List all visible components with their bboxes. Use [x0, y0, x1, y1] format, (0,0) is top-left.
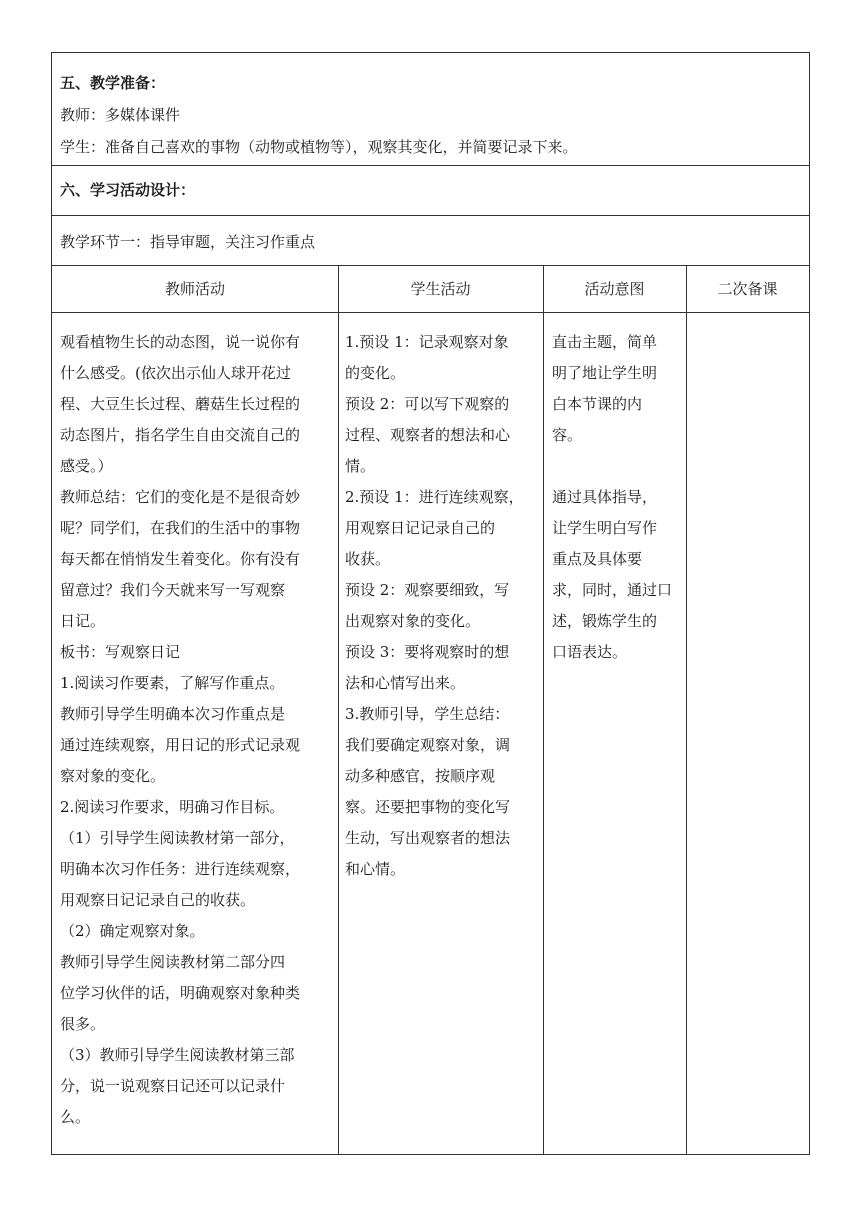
teacher-activity-line: 么。: [60, 1108, 91, 1126]
student-activity-line: 我们要确定观察对象，调: [345, 736, 511, 754]
activity-intent-line: 求，同时，通过口: [552, 581, 673, 599]
teacher-activity-line: 2.阅读习作要求，明确习作目标。: [60, 798, 285, 816]
student-activity-line: 过程、观察者的想法和心: [345, 426, 511, 444]
teacher-activity-line: 观看植物生长的动态图，说一说你有: [60, 333, 301, 351]
header-secondary-prep: 二次备课: [717, 280, 778, 298]
teacher-activity-line: 明确本次习作任务：进行连续观察，: [60, 860, 301, 878]
teacher-activity-line: 每天都在悄悄发生着变化。你有没有: [60, 550, 301, 568]
preparation-heading: 五、教学准备：: [60, 74, 166, 92]
teaching-preparation-section: [52, 53, 809, 166]
student-activity-line: 出观察对象的变化。: [345, 612, 481, 630]
teacher-activity-line: （3）教师引导学生阅读教材第三部: [60, 1046, 295, 1064]
preparation-teacher-line: 教师：多媒体课件: [60, 106, 181, 124]
activity-intent-line: 口语表达。: [552, 643, 628, 661]
teaching-step-label: 教学环节一：指导审题，关注习作重点: [52, 216, 809, 266]
student-activity-line: 预设 3：要将观察时的想: [345, 643, 510, 661]
activity-intent-cell: [552, 313, 679, 668]
header-activity-intent: 活动意图: [584, 280, 645, 298]
activity-intent-line: 述，锻炼学生的: [552, 612, 658, 630]
teacher-activity-line: 1.阅读习作要素，了解写作重点。: [60, 674, 285, 692]
teacher-activity-line: 什么感受。(依次出示仙人球开花过: [60, 364, 291, 382]
student-activity-line: 预设 2：观察要细致，写: [345, 581, 510, 599]
activity-intent-line: 通过具体指导，: [552, 488, 658, 506]
teacher-activity-line: 用观察日记记录自己的收获。: [60, 891, 256, 909]
teacher-activity-line: 留意过？我们今天就来写一写观察: [60, 581, 286, 599]
student-activity-line: 收获。: [345, 550, 391, 568]
teacher-activity-line: 教师总结：它们的变化是不是很奇妙: [60, 488, 301, 506]
paragraph-gap: [552, 451, 679, 482]
activity-intent-line: 明了地让学生明: [552, 364, 658, 382]
teacher-activity-line: 感受。）: [60, 457, 113, 475]
student-activity-line: 法和心情写出来。: [345, 674, 466, 692]
student-activity-line: 和心情。: [345, 860, 406, 878]
teacher-activity-line: 呢？同学们，在我们的生活中的事物: [60, 519, 301, 537]
student-activity-line: 动多种感官，按顺序观: [345, 767, 496, 785]
student-activity-line: 1.预设 1：记录观察对象: [345, 333, 509, 351]
teacher-activity-line: 日记。: [60, 612, 106, 630]
teacher-activity-line: 动态图片，指名学生自由交流自己的: [60, 426, 301, 444]
table-header-row: [52, 266, 809, 313]
activity-intent-line: 容。: [552, 426, 583, 444]
student-activity-line: 预设 2：可以写下观察的: [345, 395, 510, 413]
activity-intent-line: 重点及具体要: [552, 550, 643, 568]
teacher-activity-line: 程、大豆生长过程、蘑菇生长过程的: [60, 395, 301, 413]
teacher-activity-line: （1）引导学生阅读教材第一部分，: [60, 829, 295, 847]
preparation-student-line: 学生：准备自己喜欢的事物（动物或植物等），观察其变化，并简要记录下来。: [60, 138, 578, 156]
teacher-activity-line: 分，说一说观察日记还可以记录什: [60, 1077, 286, 1095]
student-activity-line: 情。: [345, 457, 376, 475]
table-body-row: [52, 313, 809, 1154]
header-student-activity: 学生活动: [410, 280, 471, 298]
teacher-activity-line: 通过连续观察，用日记的形式记录观: [60, 736, 301, 754]
lesson-plan-table: [51, 52, 810, 1155]
student-activity-line: 3.教师引导，学生总结：: [345, 705, 510, 723]
student-activity-line: 生动，写出观察者的想法: [345, 829, 511, 847]
teacher-activity-line: 教师引导学生明确本次习作重点是: [60, 705, 286, 723]
teacher-activity-line: 教师引导学生阅读教材第二部分四: [60, 953, 286, 971]
student-activity-line: 察。还要把事物的变化写: [345, 798, 511, 816]
header-teacher-activity: 教师活动: [164, 280, 225, 298]
student-activity-line: 用观察日记记录自己的: [345, 519, 496, 537]
activity-intent-line: 让学生明白写作: [552, 519, 658, 537]
teacher-activity-line: 很多。: [60, 1015, 106, 1033]
teacher-activity-line: 位学习伙伴的话，明确观察对象种类: [60, 984, 301, 1002]
activity-intent-line: 直击主题，简单: [552, 333, 658, 351]
teacher-activity-cell: [60, 313, 334, 1133]
student-activity-line: 2.预设 1：进行连续观察，: [345, 488, 524, 506]
teacher-activity-line: （2）确定观察对象。: [60, 922, 205, 940]
student-activity-cell: [345, 313, 538, 885]
student-activity-line: 的变化。: [345, 364, 406, 382]
teacher-activity-line: 板书：写观察日记: [60, 643, 181, 661]
activity-intent-line: 白本节课的内: [552, 395, 643, 413]
teacher-activity-line: 察对象的变化。: [60, 767, 166, 785]
activity-design-heading: 六、学习活动设计：: [52, 166, 809, 216]
